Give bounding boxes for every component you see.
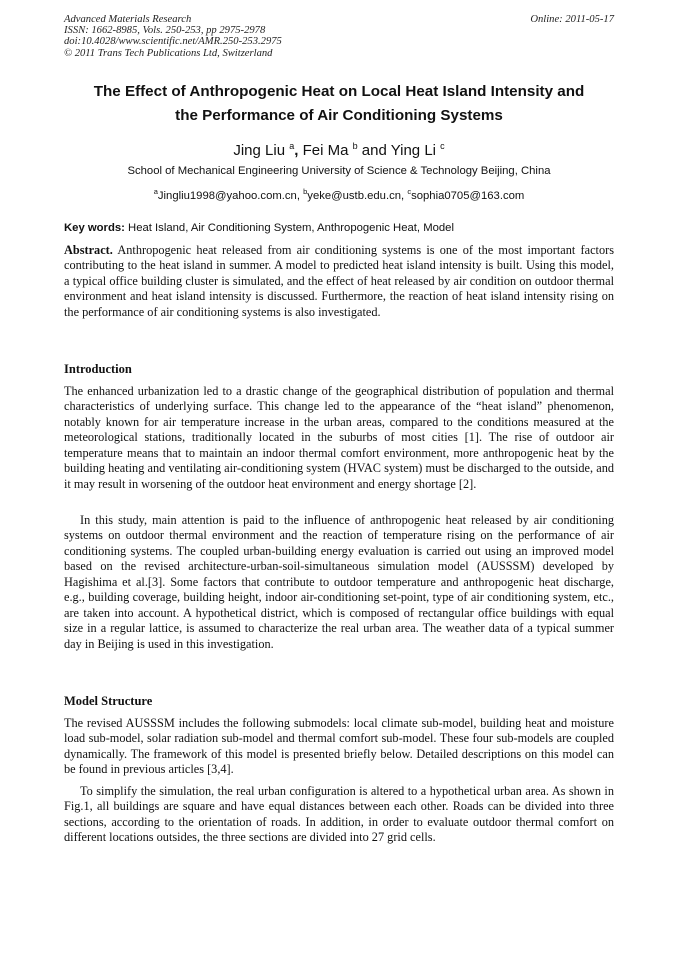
author-list bbox=[64, 136, 614, 161]
journal-issn: ISSN: 1662-8985, Vols. 250-253, pp 2975-2978 bbox=[64, 25, 266, 37]
author-sep: , bbox=[294, 142, 303, 159]
keywords bbox=[64, 221, 614, 235]
email-sup: a bbox=[153, 187, 158, 196]
author-name: Fei Ma bbox=[302, 142, 349, 159]
paper-title bbox=[64, 80, 614, 127]
affiliation: School of Mechanical Engineering University of Science & Technology Beijing, China bbox=[127, 165, 551, 177]
online-date: Online: 2011-05-17 bbox=[530, 14, 614, 25]
keywords-text: Heat Island, Air Conditioning System, Anthropogenic Heat, Model bbox=[128, 222, 454, 234]
email-sep: , bbox=[401, 190, 408, 202]
abstract-text: Anthropogenic heat released from air conditioning systems is one of the most important factors contributing to the heat island in summer. A model to predicted heat island intensity is built. Using this model, a typical office building cluster is simulated, and the effect of heat released by air condition on outdoor thermal environment and heat island intensity is discussed. Furthermore, the reaction of heat island intensity rising on the performance of air conditioning systems is also investigated. bbox=[64, 243, 614, 319]
journal-header bbox=[64, 14, 282, 59]
author-sup: c bbox=[440, 141, 445, 151]
journal-name: Advanced Materials Research bbox=[64, 14, 192, 25]
journal-copyright: © 2011 Trans Tech Publications Ltd, Switzerland bbox=[64, 47, 273, 59]
email-address[interactable]: yeke@ustb.edu.cn bbox=[307, 190, 402, 202]
email-sep: , bbox=[296, 190, 304, 202]
author-sep: and bbox=[357, 142, 391, 159]
title-line-1: The Effect of Anthropogenic Heat on Local Heat Island Intensity and bbox=[93, 83, 585, 100]
paragraph: The enhanced urbanization led to a drastic change of the geographical distribution of population and thermal characteristics of underlying surface. This change led to the appearance of the “heat island” phenomenon, notably known for air temperature increase in the urban areas, compared to the conditions measured at the meteorological stations, traditionally located in the suburbs of most cities [1]. The rise of outdoor air temperature means that to maintain an indoor thermal comfort environment, more anthropogenic heat by the building heating and ventilating air-conditioning system (HVAC system) must be discharged to the outside, and it may result in worsening of the outdoor heat environment and energy shortage [2]. bbox=[64, 384, 614, 491]
email-sup: b bbox=[303, 187, 308, 196]
email-address[interactable]: Jingliu1998@yahoo.com.cn bbox=[157, 190, 297, 202]
author-name: Jing Liu bbox=[233, 142, 286, 159]
email-list bbox=[64, 185, 614, 203]
author-sup: b bbox=[352, 141, 358, 151]
abstract-label: Abstract. bbox=[64, 243, 113, 257]
journal-doi: doi:10.4028/www.scientific.net/AMR.250-253.2975 bbox=[64, 36, 282, 48]
title-line-2: the Performance of Air Conditioning Systems bbox=[175, 106, 503, 124]
email-address[interactable]: sophia0705@163.com bbox=[411, 190, 525, 202]
author-sup: a bbox=[289, 141, 295, 151]
paragraph: In this study, main attention is paid to the influence of anthropogenic heat released by air conditioning systems on outdoor thermal environment and the reaction of temperature rising on the performance of air conditioning systems. The coupled urban-building energy evaluation is carried out using an improved model based on the revised architecture-urban-soil-simultaneous simulation model (AUSSSM) developed by Hagishima et al.[3]. Some factors that contribute to outdoor temperature and anthropogenic heat discharge, e.g., building coverage, building height, indoor air-conditioning set-point, type of air conditioning system, etc., are taken into account. A hypothetical district, which is composed of rectangular office buildings with equal size in a regular lattice, is assumed to characterize the real urban area. The weather data of a typical summer day in Beijing is used in this investigation. bbox=[64, 513, 614, 651]
paragraph: To simplify the simulation, the real urban configuration is altered to a hypothetical urban area. As shown in Fig.1, all buildings are square and have equal distances between each other. Roads can be divided into three sections, according to the orientation of roads. In addition, in order to evaluate outdoor thermal comfort on different locations outsides, the three sections are divided into 27 grid cells. bbox=[64, 784, 614, 845]
section-heading-model-structure: Model Structure bbox=[64, 694, 153, 708]
author-name: Ying Li bbox=[390, 142, 436, 159]
keywords-label: Key words: bbox=[64, 222, 125, 234]
section-heading-introduction: Introduction bbox=[64, 362, 132, 376]
email-sup: c bbox=[407, 187, 412, 196]
abstract bbox=[64, 243, 614, 320]
paragraph: The revised AUSSSM includes the following submodels: local climate sub-model, building heat and moisture load sub-model, solar radiation sub-model and thermal comfort sub-model. These four sub-models are coupled dynamically. The framework of this model is presented briefly below. Detailed descriptions on this model can be found in previous articles [3,4]. bbox=[64, 716, 614, 777]
